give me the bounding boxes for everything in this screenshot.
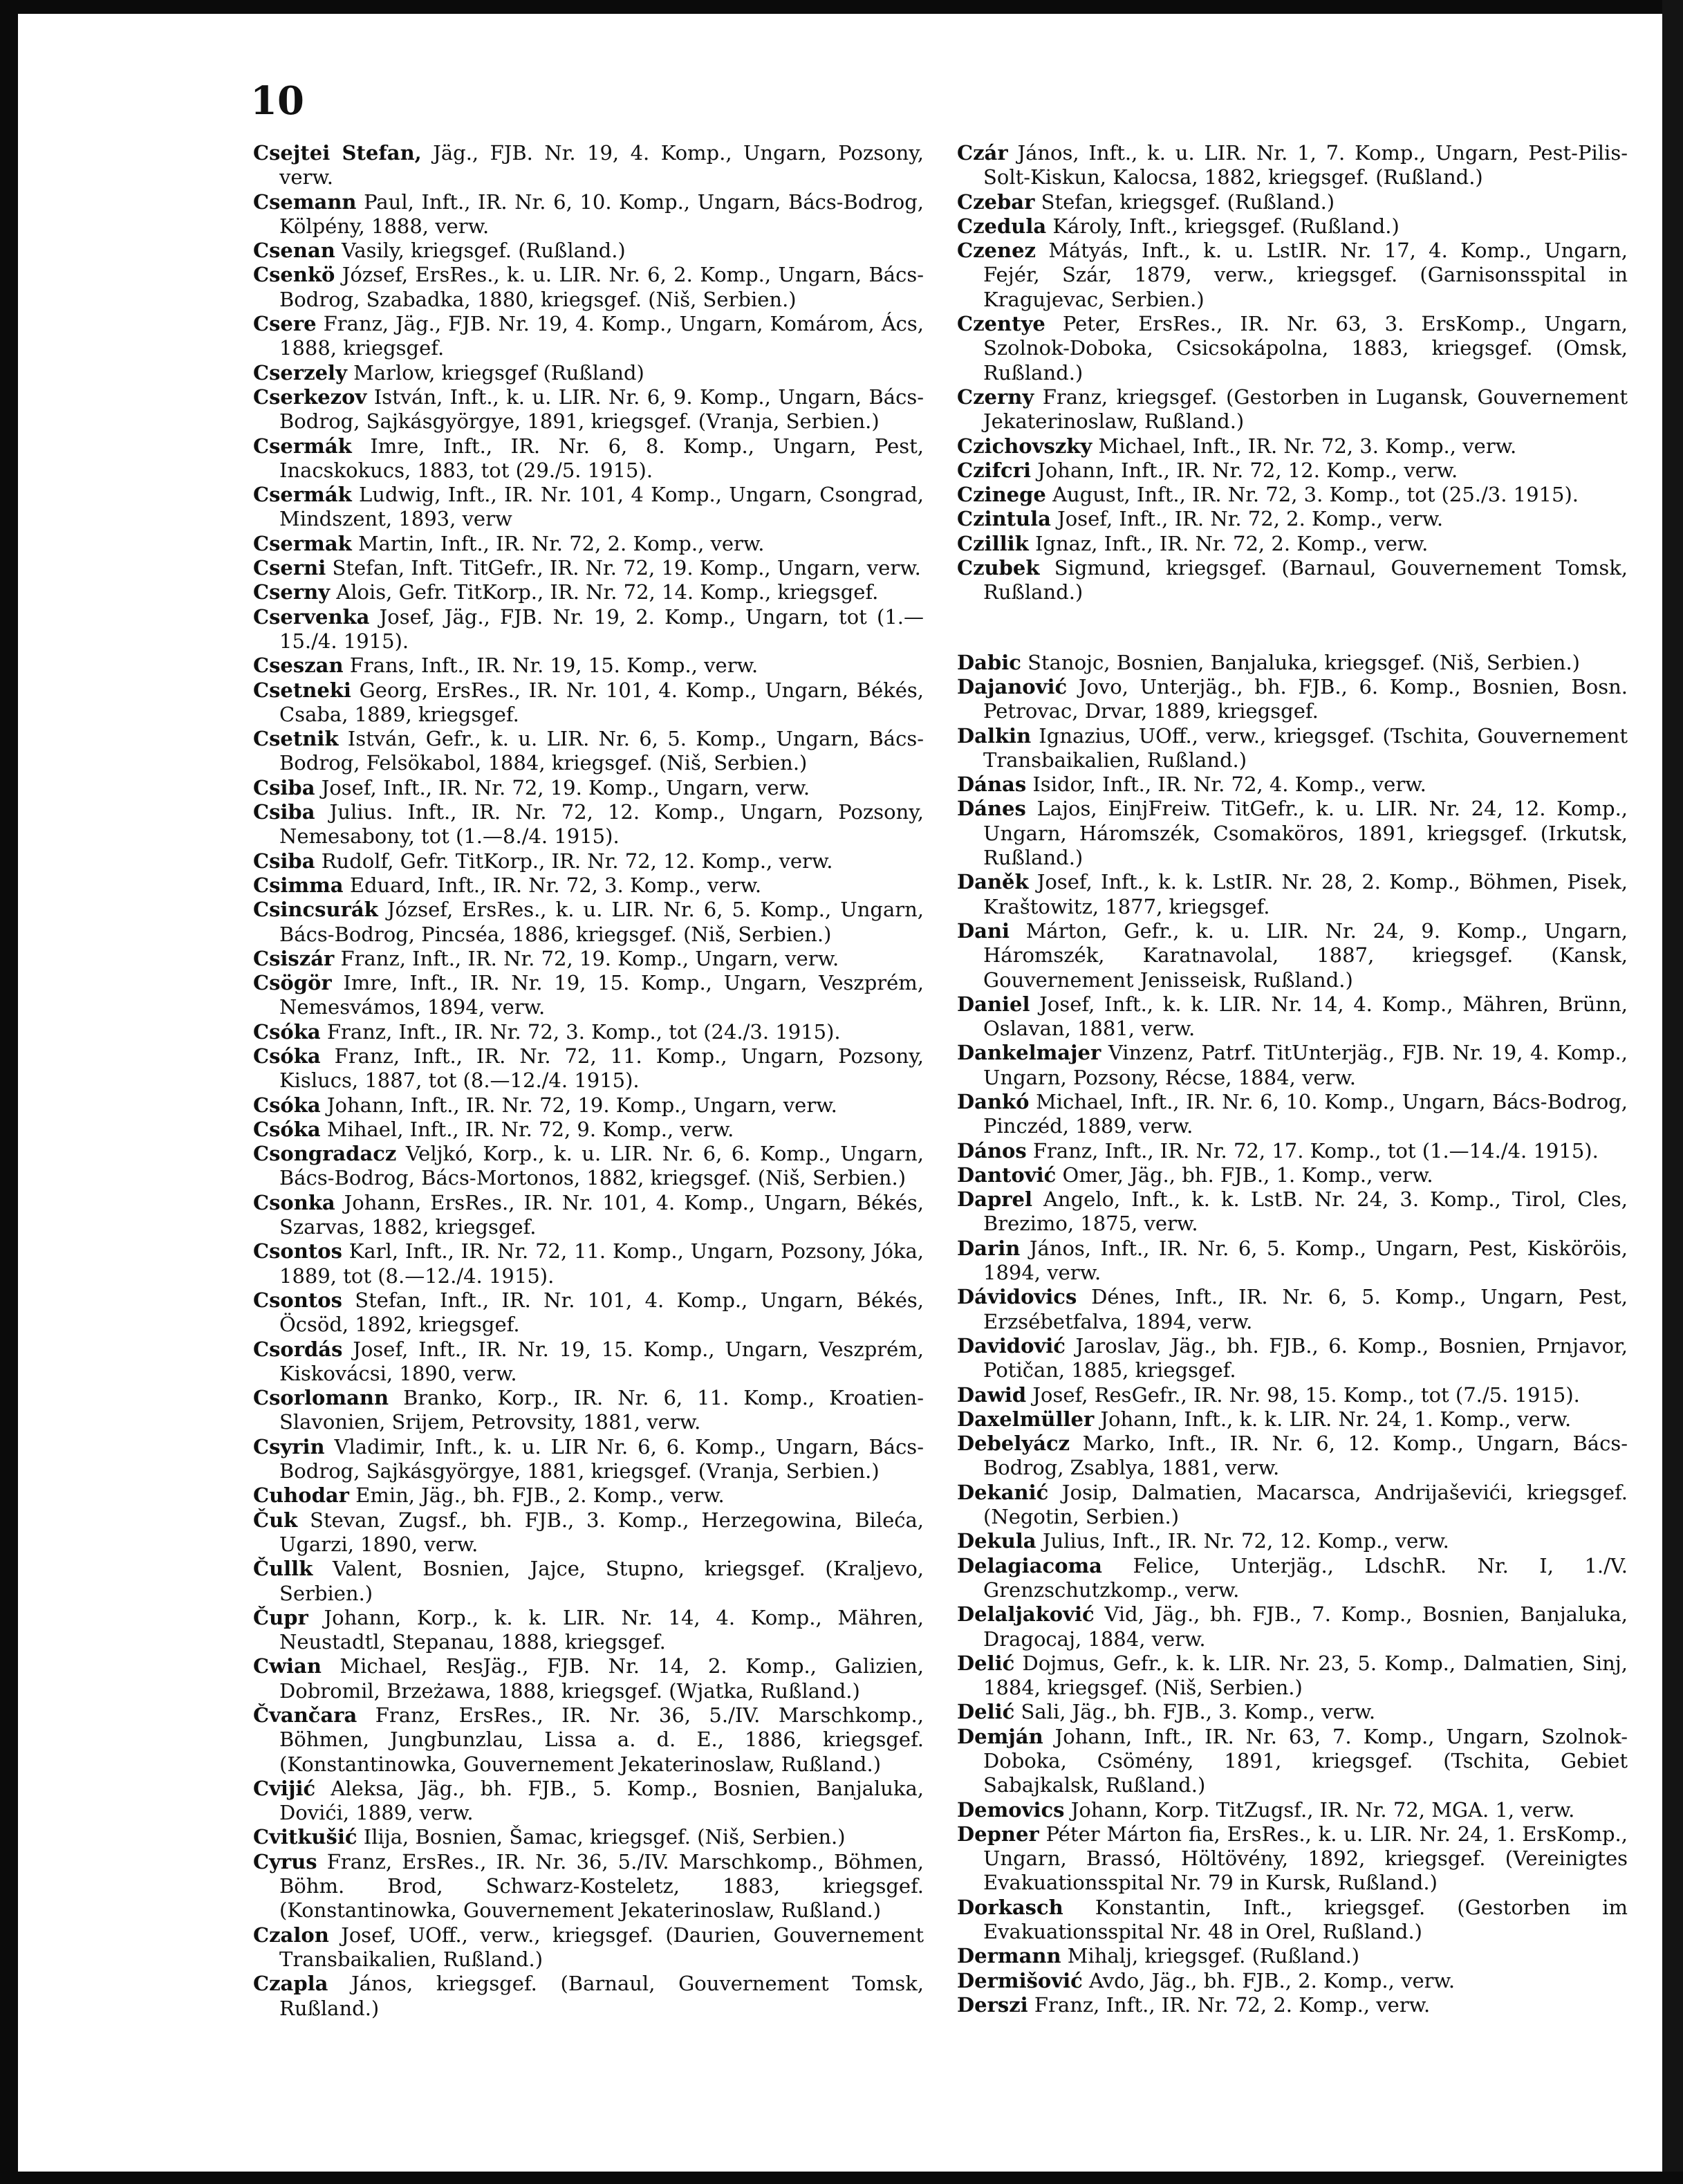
list-item bbox=[957, 651, 1628, 675]
entry-name: Czenez bbox=[957, 239, 1036, 263]
entry-name: Delić bbox=[957, 1700, 1015, 1724]
list-item bbox=[253, 1044, 924, 1093]
entry-details: József, ErsRes., k. u. LIR. Nr. 6, 2. Komp., Ungarn, Bács-Bodrog, Szabadka, 1880, kriegsgef. (Niš, Serbien.) bbox=[279, 263, 924, 311]
entry-details: Johann, Inft., k. k. LIR. Nr. 24, 1. Komp., verw. bbox=[1100, 1407, 1572, 1431]
entry-details: Rudolf, Gefr. TitKorp., IR. Nr. 72, 12. Komp., verw. bbox=[321, 849, 833, 873]
entry-details: Karl, Inft., IR. Nr. 72, 11. Komp., Ungarn, Pozsony, Jóka, 1889, tot (8.—12./4. 1915). bbox=[279, 1239, 924, 1288]
list-item bbox=[957, 1651, 1628, 1701]
entry-name: Delaljaković bbox=[957, 1602, 1095, 1627]
list-item bbox=[253, 1654, 924, 1703]
list-item bbox=[253, 556, 924, 580]
entry-name: Cvitkušić bbox=[253, 1825, 357, 1849]
entry-details: Franz, kriegsgef. (Gestorben in Lugansk, Gouvernement Jekaterinoslaw, Rußland.) bbox=[983, 385, 1628, 434]
entry-name: Daniel bbox=[957, 992, 1030, 1016]
entry-name: Dermišović bbox=[957, 1968, 1083, 1992]
entry-name: Csetnik bbox=[253, 727, 339, 751]
entry-details: Sali, Jäg., bh. FJB., 3. Komp., verw. bbox=[1021, 1700, 1376, 1724]
entry-details: Franz, Jäg., FJB. Nr. 19, 4. Komp., Ungarn, Komárom, Ács, 1888, kriegsgef. bbox=[279, 312, 924, 360]
list-item bbox=[957, 1725, 1628, 1798]
entry-details: Josef, UOff., verw., kriegsgef. (Daurien, Gouvernement Transbaikalien, Rußland.) bbox=[279, 1923, 924, 1971]
list-item bbox=[253, 141, 924, 190]
entry-name: Csere bbox=[253, 312, 317, 336]
entry-details: Michael, ResJäg., FJB. Nr. 14, 2. Komp., Galizien, Dobromil, Brzeżawa, 1888, kriegsgef. (Wjatka, Rußland.) bbox=[279, 1654, 924, 1703]
entry-name: Dávidovics bbox=[957, 1285, 1077, 1309]
entry-details: Johann, ErsRes., IR. Nr. 101, 4. Komp., Ungarn, Békés, Szarvas, 1882, kriegsgef. bbox=[279, 1190, 924, 1239]
list-item bbox=[253, 849, 924, 873]
entry-name: Dános bbox=[957, 1138, 1027, 1163]
entry-details: Jäg., FJB. Nr. 19, 4. Komp., Ungarn, Pozsony, verw. bbox=[279, 141, 924, 189]
entry-details: Eduard, Inft., IR. Nr. 72, 3. Komp., verw. bbox=[349, 873, 762, 897]
entry-name: Csejtei Stefan, bbox=[253, 141, 422, 165]
entry-details: Josip, Dalmatien, Macarsca, Andrijaševići, kriegsgef. (Negotin, Serbien.) bbox=[983, 1480, 1628, 1529]
entry-details: Márton, Gefr., k. u. LIR. Nr. 24, 9. Komp., Ungarn, Háromszék, Karatnavolal, 1887, kriegsgef. (Kansk, Gouvernement Jenisseisk, Rußland.) bbox=[983, 918, 1628, 992]
entry-name: Csongradacz bbox=[253, 1142, 397, 1166]
entry-details: Károly, Inft., kriegsgef. (Rußland.) bbox=[1052, 214, 1400, 238]
entry-details: Michael, Inft., IR. Nr. 72, 3. Komp., verw. bbox=[1098, 434, 1517, 458]
list-item bbox=[957, 1041, 1628, 1090]
entry-details: Mátyás, Inft., k. u. LstIR. Nr. 17, 4. Komp., Ungarn, Fejér, Szár, 1879, verw., kriegsgef. (Garnisonsspital in Kragujevac, Serbien.) bbox=[983, 239, 1628, 311]
list-item bbox=[253, 190, 924, 239]
entry-name: Csermak bbox=[253, 531, 352, 555]
list-item bbox=[957, 724, 1628, 773]
list-item bbox=[957, 434, 1628, 459]
entry-name: Csenan bbox=[253, 239, 335, 263]
entry-name: Čvančara bbox=[253, 1703, 357, 1727]
entry-details: Josef, Inft., k. k. LstIR. Nr. 28, 2. Komp., Böhmen, Pisek, Kraštowitz, 1877, kriegsgef. bbox=[983, 870, 1628, 918]
entry-name: Csóka bbox=[253, 1019, 321, 1044]
scan-border-top bbox=[0, 0, 1683, 14]
entry-details: Marko, Inft., IR. Nr. 6, 12. Komp., Ungarn, Bács-Bodrog, Zsablya, 1881, verw. bbox=[983, 1432, 1628, 1480]
entry-name: Csonka bbox=[253, 1190, 335, 1214]
entry-details: Josef, Inft., IR. Nr. 19, 15. Komp., Ungarn, Veszprém, Kiskovácsi, 1890, verw. bbox=[279, 1337, 924, 1385]
entry-details: Franz, Inft., IR. Nr. 72, 19. Komp., Ungarn, verw. bbox=[340, 946, 839, 970]
list-item bbox=[957, 870, 1628, 919]
entry-name: Dankó bbox=[957, 1089, 1030, 1113]
entry-name: Czifcri bbox=[957, 458, 1031, 482]
entry-details: Mihael, Inft., IR. Nr. 72, 9. Komp., verw. bbox=[326, 1117, 734, 1141]
entry-details: Omer, Jäg., bh. FJB., 1. Komp., verw. bbox=[1062, 1163, 1433, 1187]
list-item bbox=[253, 776, 924, 800]
entry-name: Czubek bbox=[957, 556, 1040, 580]
entry-name: Dorkasch bbox=[957, 1895, 1063, 1919]
list-item bbox=[957, 1187, 1628, 1237]
entry-name: Csiba bbox=[253, 775, 315, 799]
left-column bbox=[253, 141, 924, 2021]
list-item bbox=[253, 1020, 924, 1044]
list-item bbox=[253, 532, 924, 556]
list-item bbox=[253, 1093, 924, 1118]
entry-details: Ilija, Bosnien, Šamac, kriegsgef. (Niš, Serbien.) bbox=[363, 1825, 846, 1849]
list-item bbox=[253, 1606, 924, 1655]
entry-name: Čuk bbox=[253, 1508, 298, 1532]
entry-name: Dermann bbox=[957, 1944, 1061, 1968]
list-item bbox=[253, 1142, 924, 1191]
list-item bbox=[253, 1435, 924, 1484]
entry-details: Frans, Inft., IR. Nr. 19, 15. Komp., verw. bbox=[349, 654, 759, 678]
list-item bbox=[957, 1896, 1628, 1945]
entry-details: Angelo, Inft., k. k. LstB. Nr. 24, 3. Komp., Tirol, Cles, Brezimo, 1875, verw. bbox=[983, 1187, 1628, 1236]
list-item bbox=[253, 1386, 924, 1435]
entry-details: Mihalj, kriegsgef. (Rußland.) bbox=[1067, 1944, 1360, 1968]
list-item bbox=[957, 1822, 1628, 1896]
entry-name: Czillik bbox=[957, 531, 1029, 555]
entry-details: Johann, Korp. TitZugsf., IR. Nr. 72, MGA. 1, verw. bbox=[1070, 1797, 1575, 1822]
list-item bbox=[957, 459, 1628, 483]
entry-name: Dalkin bbox=[957, 723, 1032, 748]
list-item bbox=[957, 1993, 1628, 2017]
entry-details: Vid, Jäg., bh. FJB., 7. Komp., Bosnien, Banjaluka, Dragocaj, 1884, verw. bbox=[983, 1602, 1628, 1651]
casualty-list-c bbox=[957, 141, 1628, 605]
entry-details: Michael, Inft., IR. Nr. 6, 10. Komp., Ungarn, Bács-Bodrog, Pinczéd, 1889, verw. bbox=[983, 1089, 1628, 1138]
entry-name: Csermák bbox=[253, 434, 352, 458]
entry-details: Julius, Inft., IR. Nr. 72, 12. Komp., verw. bbox=[1042, 1529, 1449, 1553]
list-item bbox=[957, 1432, 1628, 1481]
casualty-list-d bbox=[957, 651, 1628, 2018]
entry-details: Stefan, Inft. TitGefr., IR. Nr. 72, 19. Komp., Ungarn, verw. bbox=[332, 556, 921, 580]
list-item bbox=[253, 1703, 924, 1777]
entry-name: Daněk bbox=[957, 870, 1029, 894]
entry-details: Josef, Inft., IR. Nr. 72, 2. Komp., verw. bbox=[1057, 507, 1444, 531]
list-item bbox=[957, 1163, 1628, 1187]
list-item bbox=[957, 919, 1628, 992]
list-item bbox=[253, 1483, 924, 1508]
list-item bbox=[957, 1554, 1628, 1603]
entry-name: Dawid bbox=[957, 1382, 1027, 1407]
entry-name: Czichovszky bbox=[957, 434, 1092, 458]
entry-details: István, Inft., k. u. LIR. Nr. 6, 9. Komp., Ungarn, Bács-Bodrog, Sajkásgyörgye, 1891, kriegsgef. (Vranja, Serbien.) bbox=[279, 385, 924, 434]
entry-details: Julius. Inft., IR. Nr. 72, 12. Komp., Ungarn, Pozsony, Nemesabony, tot (1.—8./4. 1915). bbox=[279, 800, 924, 849]
list-item bbox=[957, 772, 1628, 797]
list-item bbox=[957, 532, 1628, 556]
entry-details: Imre, Inft., IR. Nr. 19, 15. Komp., Ungarn, Veszprém, Nemesvámos, 1894, verw. bbox=[279, 971, 924, 1019]
entry-name: Čupr bbox=[253, 1605, 308, 1629]
list-item bbox=[253, 971, 924, 1020]
entry-name: Csemann bbox=[253, 189, 357, 214]
list-item bbox=[253, 1777, 924, 1826]
entry-name: Cserzely bbox=[253, 360, 347, 385]
list-item bbox=[957, 141, 1628, 190]
entry-details: Aleksa, Jäg., bh. FJB., 5. Komp., Bosnien, Banjaluka, Dovići, 1889, verw. bbox=[279, 1776, 924, 1825]
entry-name: Csetneki bbox=[253, 678, 351, 702]
entry-details: Josef, Inft., k. k. LIR. Nr. 14, 4. Komp., Mähren, Brünn, Oslavan, 1881, verw. bbox=[983, 992, 1628, 1041]
entry-name: Cuhodar bbox=[253, 1483, 349, 1508]
list-item bbox=[957, 797, 1628, 870]
list-item bbox=[957, 1481, 1628, 1530]
entry-name: Cservenka bbox=[253, 604, 370, 629]
entry-details: Josef, Inft., IR. Nr. 72, 19. Komp., Ungarn, verw. bbox=[321, 775, 810, 799]
entry-details: Sigmund, kriegsgef. (Barnaul, Gouvernement Tomsk, Rußland.) bbox=[983, 556, 1628, 604]
entry-name: Csordás bbox=[253, 1337, 343, 1361]
list-item bbox=[253, 873, 924, 898]
entry-details: István, Gefr., k. u. LIR. Nr. 6, 5. Komp., Ungarn, Bács-Bodrog, Felsökabol, 1884, kriegsgef. (Niš, Serbien.) bbox=[279, 727, 924, 775]
entry-name: Csontos bbox=[253, 1239, 342, 1264]
entry-name: Dabic bbox=[957, 650, 1021, 674]
entry-name: Dekula bbox=[957, 1529, 1036, 1553]
entry-name: Czinege bbox=[957, 483, 1046, 507]
entry-details: Lajos, EinjFreiw. TitGefr., k. u. LIR. Nr. 24, 12. Komp., Ungarn, Háromszék, Csomaköros, 1891, kriegsgef. (Irkutsk, Rußland.) bbox=[983, 797, 1628, 870]
entry-details: János, Inft., k. u. LIR. Nr. 1, 7. Komp., Ungarn, Pest-Pilis-Solt-Kiskun, Kalocsa, 1882, kriegsgef. (Rußland.) bbox=[983, 141, 1628, 189]
entry-name: Csermák bbox=[253, 483, 352, 507]
entry-details: Imre, Inft., IR. Nr. 6, 8. Komp., Ungarn, Pest, Inacskokucs, 1883, tot (29./5. 1915). bbox=[279, 434, 924, 482]
entry-name: Csóka bbox=[253, 1044, 321, 1068]
list-item bbox=[253, 1338, 924, 1387]
entry-details: Jaroslav, Jäg., bh. FJB., 6. Komp., Bosnien, Prnjavor, Potičan, 1885, kriegsgef. bbox=[983, 1333, 1628, 1382]
entry-details: Stevan, Zugsf., bh. FJB., 3. Komp., Herzegowina, Bileća, Ugarzi, 1890, verw. bbox=[279, 1508, 924, 1556]
entry-details: Isidor, Inft., IR. Nr. 72, 4. Komp., verw. bbox=[1032, 772, 1426, 797]
list-item bbox=[253, 434, 924, 483]
list-item bbox=[253, 263, 924, 312]
entry-details: Vladimir, Inft., k. u. LIR Nr. 6, 6. Komp., Ungarn, Bács-Bodrog, Sajkásgyörgye, 1881, kriegsgef. (Vranja, Serbien.) bbox=[279, 1434, 924, 1483]
entry-name: Dekanić bbox=[957, 1480, 1049, 1504]
entry-name: Depner bbox=[957, 1822, 1039, 1846]
entry-name: Csóka bbox=[253, 1093, 321, 1117]
list-item bbox=[253, 385, 924, 434]
list-item bbox=[253, 1850, 924, 1923]
entry-details: Vasily, kriegsgef. (Rußland.) bbox=[342, 239, 626, 263]
entry-name: Daprel bbox=[957, 1187, 1032, 1212]
list-item bbox=[253, 483, 924, 532]
list-item bbox=[957, 1529, 1628, 1553]
list-item bbox=[253, 1923, 924, 1972]
entry-name: Cvijić bbox=[253, 1776, 316, 1800]
list-item bbox=[957, 190, 1628, 214]
list-item bbox=[957, 1798, 1628, 1822]
list-item bbox=[253, 580, 924, 604]
entry-details: József, ErsRes., k. u. LIR. Nr. 6, 5. Komp., Ungarn, Bács-Bodrog, Pincséa, 1886, kriegsgef. (Niš, Serbien.) bbox=[279, 898, 924, 946]
entry-details: Stefan, Inft., IR. Nr. 101, 4. Komp., Ungarn, Békés, Öcsöd, 1892, kriegsgef. bbox=[279, 1288, 924, 1337]
entry-details: Branko, Korp., IR. Nr. 6, 11. Komp., Kroatien-Slavonien, Srijem, Petrovsity, 1881, verw. bbox=[279, 1386, 924, 1434]
list-item bbox=[957, 1139, 1628, 1163]
entry-name: Dantović bbox=[957, 1163, 1057, 1187]
entry-name: Daxelmüller bbox=[957, 1407, 1095, 1431]
entry-name: Derszi bbox=[957, 1992, 1028, 2017]
list-item bbox=[253, 1239, 924, 1288]
entry-details: Péter Márton fia, ErsRes., k. u. LIR. Nr. 24, 1. ErsKomp., Ungarn, Brassó, Höltövény, 1892, kriegsgef. (Vereinigtes Evakuationsspital Nr. 79 in Kursk, Rußland.) bbox=[983, 1822, 1628, 1895]
entry-details: Emin, Jäg., bh. FJB., 2. Komp., verw. bbox=[355, 1483, 725, 1508]
entry-details: Georg, ErsRes., IR. Nr. 101, 4. Komp., Ungarn, Békés, Csaba, 1889, kriegsgef. bbox=[279, 678, 924, 726]
entry-details: János, kriegsgef. (Barnaul, Gouvernement Tomsk, Rußland.) bbox=[279, 1972, 924, 2020]
scan-border-bottom bbox=[0, 2172, 1683, 2184]
list-item bbox=[253, 654, 924, 678]
list-item bbox=[957, 1285, 1628, 1334]
list-item bbox=[957, 1090, 1628, 1139]
entry-name: Cserny bbox=[253, 580, 331, 604]
entry-name: Dani bbox=[957, 918, 1010, 943]
entry-name: Czalon bbox=[253, 1923, 329, 1947]
entry-name: Csimma bbox=[253, 873, 344, 897]
entry-name: Csyrin bbox=[253, 1434, 325, 1459]
list-item bbox=[253, 605, 924, 654]
list-item bbox=[957, 1700, 1628, 1724]
entry-details: Konstantin, Inft., kriegsgef. (Gestorben im Evakuationsspital Nr. 48 in Orel, Rußland.) bbox=[983, 1895, 1628, 1944]
entry-name: Csenkö bbox=[253, 263, 335, 287]
right-column bbox=[957, 141, 1628, 2017]
entry-details: Ludwig, Inft., IR. Nr. 101, 4 Komp., Ungarn, Csongrad, Mindszent, 1893, verw bbox=[279, 483, 924, 531]
list-item bbox=[957, 1407, 1628, 1432]
entry-details: Dénes, Inft., IR. Nr. 6, 5. Komp., Ungarn, Pest, Erzsébetfalva, 1894, verw. bbox=[983, 1285, 1628, 1333]
list-item bbox=[957, 1237, 1628, 1286]
entry-details: Johann, Inft., IR. Nr. 63, 7. Komp., Ungarn, Szolnok-Doboka, Csömény, 1891, kriegsgef. (Tschita, Gebiet Sabajkalsk, Rußland.) bbox=[983, 1724, 1628, 1797]
entry-name: Davidović bbox=[957, 1333, 1066, 1358]
entry-name: Dajanović bbox=[957, 674, 1068, 698]
list-item bbox=[957, 1969, 1628, 1993]
entry-details: Franz, ErsRes., IR. Nr. 36, 5./IV. Marschkomp., Böhmen, Böhm. Brod, Schwarz-Kosteletz, 1883, kriegsgef. (Konstantinowka, Gouvernement Jekaterinoslaw, Rußland.) bbox=[279, 1849, 924, 1923]
entry-details: János, Inft., IR. Nr. 6, 5. Komp., Ungarn, Pest, Kisköröis, 1894, verw. bbox=[983, 1236, 1628, 1285]
list-item bbox=[253, 1557, 924, 1606]
entry-details: Avdo, Jäg., bh. FJB., 2. Komp., verw. bbox=[1089, 1968, 1456, 1992]
entry-details: Franz, Inft., IR. Nr. 72, 17. Komp., tot (1.—14./4. 1915). bbox=[1032, 1138, 1599, 1163]
entry-details: Felice, Unterjäg., LdschR. Nr. I, 1./V. Grenzschutzkomp., verw. bbox=[983, 1553, 1628, 1602]
entry-details: Johann, Inft., IR. Nr. 72, 12. Komp., verw. bbox=[1037, 458, 1458, 482]
list-item bbox=[957, 675, 1628, 724]
list-item bbox=[253, 1118, 924, 1142]
entry-details: Veljkó, Korp., k. u. LIR. Nr. 6, 6. Komp., Ungarn, Bács-Bodrog, Bács-Mortonos, 1882, kriegsgef. (Niš, Serbien.) bbox=[279, 1142, 924, 1190]
list-item bbox=[957, 214, 1628, 239]
scan-border-right bbox=[1662, 0, 1683, 2184]
section-divider bbox=[957, 605, 1628, 651]
entry-details: Jovo, Unterjäg., bh. FJB., 6. Komp., Bosnien, Bosn. Petrovac, Drvar, 1889, kriegsgef. bbox=[983, 674, 1628, 723]
entry-name: Darin bbox=[957, 1236, 1021, 1260]
entry-name: Delagiacoma bbox=[957, 1553, 1102, 1577]
entry-name: Dánes bbox=[957, 797, 1026, 821]
entry-name: Czentye bbox=[957, 312, 1045, 336]
entry-name: Csóka bbox=[253, 1117, 321, 1141]
list-item bbox=[957, 239, 1628, 312]
entry-details: Josef, ResGefr., IR. Nr. 98, 15. Komp., tot (7./5. 1915). bbox=[1032, 1382, 1580, 1407]
entry-details: Stanojc, Bosnien, Banjaluka, kriegsgef. (Niš, Serbien.) bbox=[1028, 650, 1580, 674]
entry-details: Josef, Jäg., FJB. Nr. 19, 2. Komp., Ungarn, tot (1.—15./4. 1915). bbox=[279, 604, 924, 653]
entry-details: Franz, Inft., IR. Nr. 72, 2. Komp., verw. bbox=[1034, 1992, 1431, 2017]
list-item bbox=[957, 556, 1628, 605]
entry-name: Csögör bbox=[253, 971, 332, 995]
entry-name: Debelyácz bbox=[957, 1432, 1070, 1456]
entry-name: Čullk bbox=[253, 1557, 313, 1581]
page-number: 10 bbox=[250, 78, 304, 124]
list-item bbox=[253, 1825, 924, 1849]
list-item bbox=[957, 312, 1628, 385]
entry-name: Czerny bbox=[957, 385, 1034, 409]
entry-name: Czedula bbox=[957, 214, 1047, 238]
entry-details: Johann, Inft., IR. Nr. 72, 19. Komp., Ungarn, verw. bbox=[326, 1093, 837, 1117]
entry-name: Csincsurák bbox=[253, 898, 378, 922]
entry-details: Stefan, kriegsgef. (Rußland.) bbox=[1041, 189, 1335, 214]
entry-details: Paul, Inft., IR. Nr. 6, 10. Komp., Ungarn, Bács-Bodrog, Kölpény, 1888, verw. bbox=[279, 189, 924, 238]
entry-name: Csiszár bbox=[253, 946, 335, 970]
list-item bbox=[253, 727, 924, 776]
entry-details: Vinzenz, Patrf. TitUnterjäg., FJB. Nr. 19, 4. Komp., Ungarn, Pozsony, Récse, 1884, verw. bbox=[983, 1041, 1628, 1089]
entry-name: Csiba bbox=[253, 849, 315, 873]
entry-name: Demovics bbox=[957, 1797, 1065, 1822]
entry-details: Martin, Inft., IR. Nr. 72, 2. Komp., verw. bbox=[357, 531, 765, 555]
entry-name: Cyrus bbox=[253, 1849, 317, 1873]
list-item bbox=[957, 507, 1628, 531]
entry-details: Franz, Inft., IR. Nr. 72, 3. Komp., tot (24./3. 1915). bbox=[326, 1019, 841, 1044]
list-item bbox=[253, 1972, 924, 2021]
entry-name: Czebar bbox=[957, 189, 1035, 214]
entry-details: Ignazius, UOff., verw., kriegsgef. (Tschita, Gouvernement Transbaikalien, Rußland.) bbox=[983, 723, 1628, 772]
entry-name: Cserkezov bbox=[253, 385, 367, 409]
entry-name: Czár bbox=[957, 141, 1008, 165]
list-item bbox=[253, 1288, 924, 1338]
entry-details: Johann, Korp., k. k. LIR. Nr. 14, 4. Komp., Mähren, Neustadtl, Stepanau, 1888, kriegsgef. bbox=[279, 1605, 924, 1654]
entry-name: Czapla bbox=[253, 1972, 328, 1996]
entry-details: Ignaz, Inft., IR. Nr. 72, 2. Komp., verw. bbox=[1034, 531, 1429, 555]
list-item bbox=[957, 992, 1628, 1042]
entry-name: Csontos bbox=[253, 1288, 342, 1312]
list-item bbox=[253, 898, 924, 947]
list-item bbox=[253, 1508, 924, 1557]
entry-name: Delić bbox=[957, 1651, 1015, 1675]
entry-name: Cseszan bbox=[253, 654, 344, 678]
list-item bbox=[253, 312, 924, 361]
list-item bbox=[253, 947, 924, 971]
entry-details: Dojmus, Gefr., k. k. LIR. Nr. 23, 5. Komp., Dalmatien, Sinj, 1884, kriegsgef. (Niš, Serbien.) bbox=[983, 1651, 1628, 1700]
entry-name: Dánas bbox=[957, 772, 1027, 797]
list-item bbox=[253, 361, 924, 385]
entry-name: Csiba bbox=[253, 800, 315, 824]
entry-name: Cserni bbox=[253, 556, 326, 580]
list-item bbox=[957, 1944, 1628, 1968]
entry-details: Alois, Gefr. TitKorp., IR. Nr. 72, 14. Komp., kriegsgef. bbox=[336, 580, 879, 604]
list-item bbox=[957, 1602, 1628, 1651]
entry-name: Csorlomann bbox=[253, 1386, 389, 1410]
list-item bbox=[253, 678, 924, 728]
entry-name: Cwian bbox=[253, 1654, 322, 1678]
list-item bbox=[253, 1191, 924, 1240]
list-item bbox=[957, 483, 1628, 507]
entry-details: Franz, Inft., IR. Nr. 72, 11. Komp., Ungarn, Pozsony, Kislucs, 1887, tot (8.—12./4. 1915). bbox=[279, 1044, 924, 1093]
scan-border-left bbox=[0, 0, 18, 2184]
list-item bbox=[957, 1383, 1628, 1407]
entry-name: Demján bbox=[957, 1724, 1043, 1748]
entry-details: Marlow, kriegsgef (Rußland) bbox=[353, 360, 644, 385]
list-item bbox=[957, 1334, 1628, 1383]
entry-details: Franz, ErsRes., IR. Nr. 36, 5./IV. Marschkomp., Böhmen, Jungbunzlau, Lissa a. d. E., 1886, kriegsgef. (Konstantinowka, Gouvernement Jekaterinoslaw, Rußland.) bbox=[279, 1703, 924, 1776]
entry-details: Peter, ErsRes., IR. Nr. 63, 3. ErsKomp., Ungarn, Szolnok-Doboka, Csicsokápolna, 1883, kriegsgef. (Omsk, Rußland.) bbox=[983, 312, 1628, 385]
entry-name: Czintula bbox=[957, 507, 1051, 531]
list-item bbox=[253, 800, 924, 849]
list-item bbox=[957, 385, 1628, 434]
entry-name: Dankelmajer bbox=[957, 1041, 1101, 1065]
entry-details: August, Inft., IR. Nr. 72, 3. Komp., tot (25./3. 1915). bbox=[1052, 483, 1579, 507]
list-item bbox=[253, 239, 924, 263]
casualty-list-left bbox=[253, 141, 924, 2021]
entry-details: Valent, Bosnien, Jajce, Stupno, kriegsgef. (Kraljevo, Serbien.) bbox=[279, 1557, 924, 1605]
